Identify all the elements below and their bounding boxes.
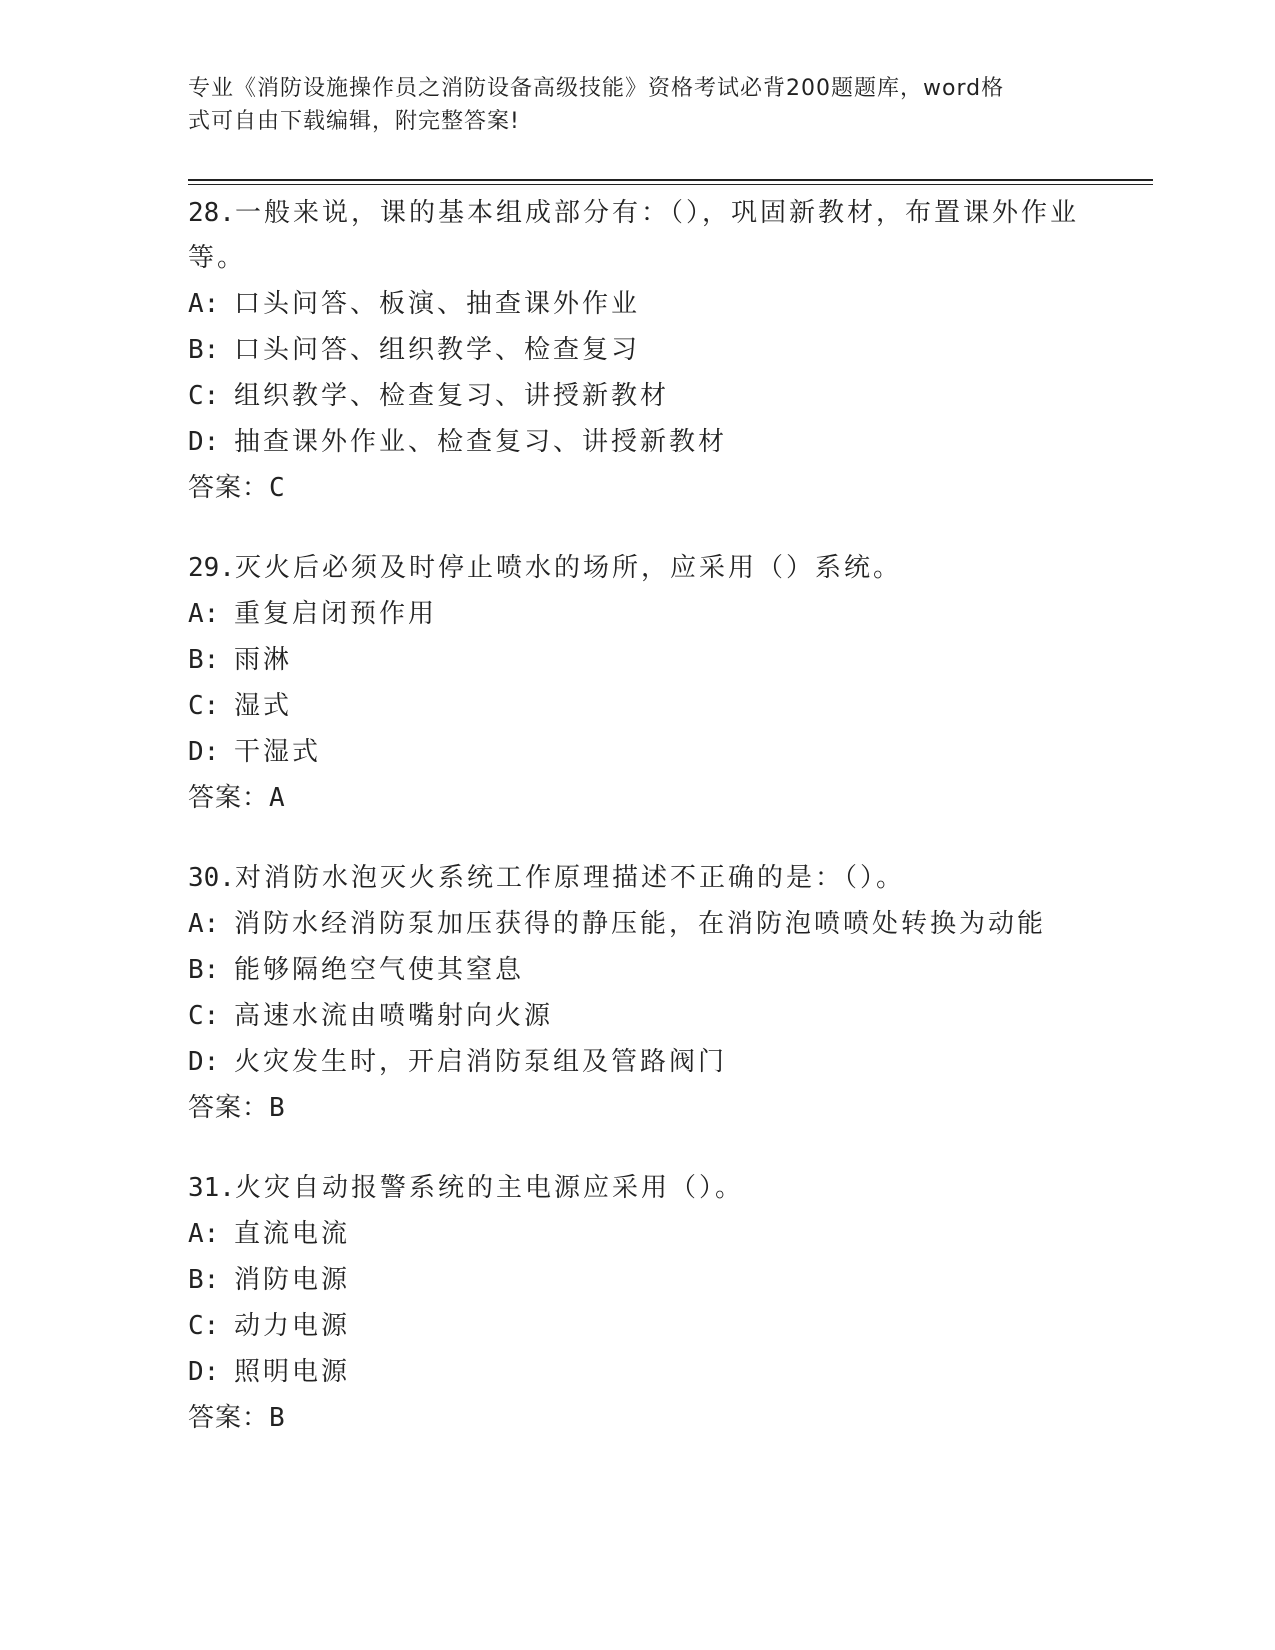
option-letter: D: bbox=[188, 737, 220, 767]
answer-value: C bbox=[269, 473, 286, 503]
option-letter: C: bbox=[188, 381, 220, 411]
option-letter: C: bbox=[188, 691, 220, 721]
option-c bbox=[188, 993, 1088, 1039]
question-text: 灭火后必须及时停止喷水的场所，应采用（）系统。 bbox=[234, 553, 902, 583]
question-number: 29. bbox=[188, 553, 235, 583]
option-letter: A: bbox=[188, 289, 220, 319]
option-text: 直流电流 bbox=[234, 1219, 351, 1249]
header-line-2: 式可自由下载编辑，附完整答案! bbox=[188, 109, 520, 134]
answer-line bbox=[188, 1085, 1088, 1131]
question-stem bbox=[188, 544, 1088, 591]
question-text: 一般来说，课的基本组成部分有：（），巩固新教材，布置课外作业等。 bbox=[188, 198, 1079, 273]
option-a bbox=[188, 901, 1088, 947]
option-letter: A: bbox=[188, 909, 220, 939]
option-text: 能够隔绝空气使其窒息 bbox=[234, 955, 525, 985]
option-text: 消防水经消防泵加压获得的静压能，在消防泡喷喷处转换为动能 bbox=[234, 909, 1047, 939]
option-letter: C: bbox=[188, 1001, 220, 1031]
option-letter: B: bbox=[188, 335, 220, 365]
option-text: 高速水流由喷嘴射向火源 bbox=[234, 1001, 554, 1031]
question-list bbox=[188, 189, 1088, 1474]
answer-line bbox=[188, 465, 1088, 511]
question-text: 火灾自动报警系统的主电源应采用（）。 bbox=[234, 1173, 744, 1203]
answer-value: A bbox=[269, 783, 286, 813]
option-a bbox=[188, 1211, 1088, 1257]
answer-label: 答案： bbox=[188, 1093, 270, 1123]
option-text: 照明电源 bbox=[234, 1357, 351, 1387]
option-c bbox=[188, 1303, 1088, 1349]
question-stem bbox=[188, 854, 1088, 901]
option-a bbox=[188, 591, 1088, 637]
option-text: 口头问答、板演、抽查课外作业 bbox=[234, 289, 641, 319]
answer-value: B bbox=[269, 1093, 286, 1123]
question-31 bbox=[188, 1164, 1088, 1441]
option-text: 火灾发生时，开启消防泵组及管路阀门 bbox=[234, 1047, 728, 1077]
option-a bbox=[188, 281, 1088, 327]
question-number: 28. bbox=[188, 198, 235, 228]
question-number: 31. bbox=[188, 1173, 235, 1203]
option-d bbox=[188, 1039, 1088, 1085]
answer-label: 答案： bbox=[188, 1403, 270, 1433]
question-number: 30. bbox=[188, 863, 235, 893]
question-text: 对消防水泡灭火系统工作原理描述不正确的是：（）。 bbox=[234, 863, 905, 893]
option-text: 干湿式 bbox=[234, 737, 322, 767]
option-text: 消防电源 bbox=[234, 1265, 351, 1295]
option-b bbox=[188, 1257, 1088, 1303]
answer-line bbox=[188, 775, 1088, 821]
option-letter: D: bbox=[188, 1357, 220, 1387]
answer-label: 答案： bbox=[188, 473, 270, 503]
option-letter: D: bbox=[188, 427, 220, 457]
option-c bbox=[188, 373, 1088, 419]
option-text: 重复启闭预作用 bbox=[234, 599, 438, 629]
option-text: 口头问答、组织教学、检查复习 bbox=[234, 335, 641, 365]
header-divider-thin bbox=[188, 184, 1153, 185]
document-header bbox=[188, 72, 1088, 138]
option-letter: B: bbox=[188, 955, 220, 985]
option-d bbox=[188, 419, 1088, 465]
option-letter: C: bbox=[188, 1311, 220, 1341]
answer-line bbox=[188, 1395, 1088, 1441]
option-text: 抽查课外作业、检查复习、讲授新教材 bbox=[234, 427, 728, 457]
option-b bbox=[188, 637, 1088, 683]
header-divider-thick bbox=[188, 179, 1153, 181]
question-stem bbox=[188, 189, 1088, 281]
question-stem bbox=[188, 1164, 1088, 1211]
question-29 bbox=[188, 544, 1088, 821]
option-letter: B: bbox=[188, 1265, 220, 1295]
answer-value: B bbox=[269, 1403, 286, 1433]
option-letter: A: bbox=[188, 1219, 220, 1249]
question-30 bbox=[188, 854, 1088, 1131]
option-letter: A: bbox=[188, 599, 220, 629]
option-c bbox=[188, 683, 1088, 729]
option-b bbox=[188, 327, 1088, 373]
header-line-1: 专业《消防设施操作员之消防设备高级技能》资格考试必背200题题库，word格 bbox=[188, 76, 1005, 101]
answer-label: 答案： bbox=[188, 783, 270, 813]
question-28 bbox=[188, 189, 1088, 511]
option-text: 组织教学、检查复习、讲授新教材 bbox=[234, 381, 670, 411]
option-d bbox=[188, 1349, 1088, 1395]
option-d bbox=[188, 729, 1088, 775]
option-letter: B: bbox=[188, 645, 220, 675]
option-letter: D: bbox=[188, 1047, 220, 1077]
option-text: 湿式 bbox=[234, 691, 293, 721]
option-text: 雨淋 bbox=[234, 645, 293, 675]
option-text: 动力电源 bbox=[234, 1311, 351, 1341]
option-b bbox=[188, 947, 1088, 993]
